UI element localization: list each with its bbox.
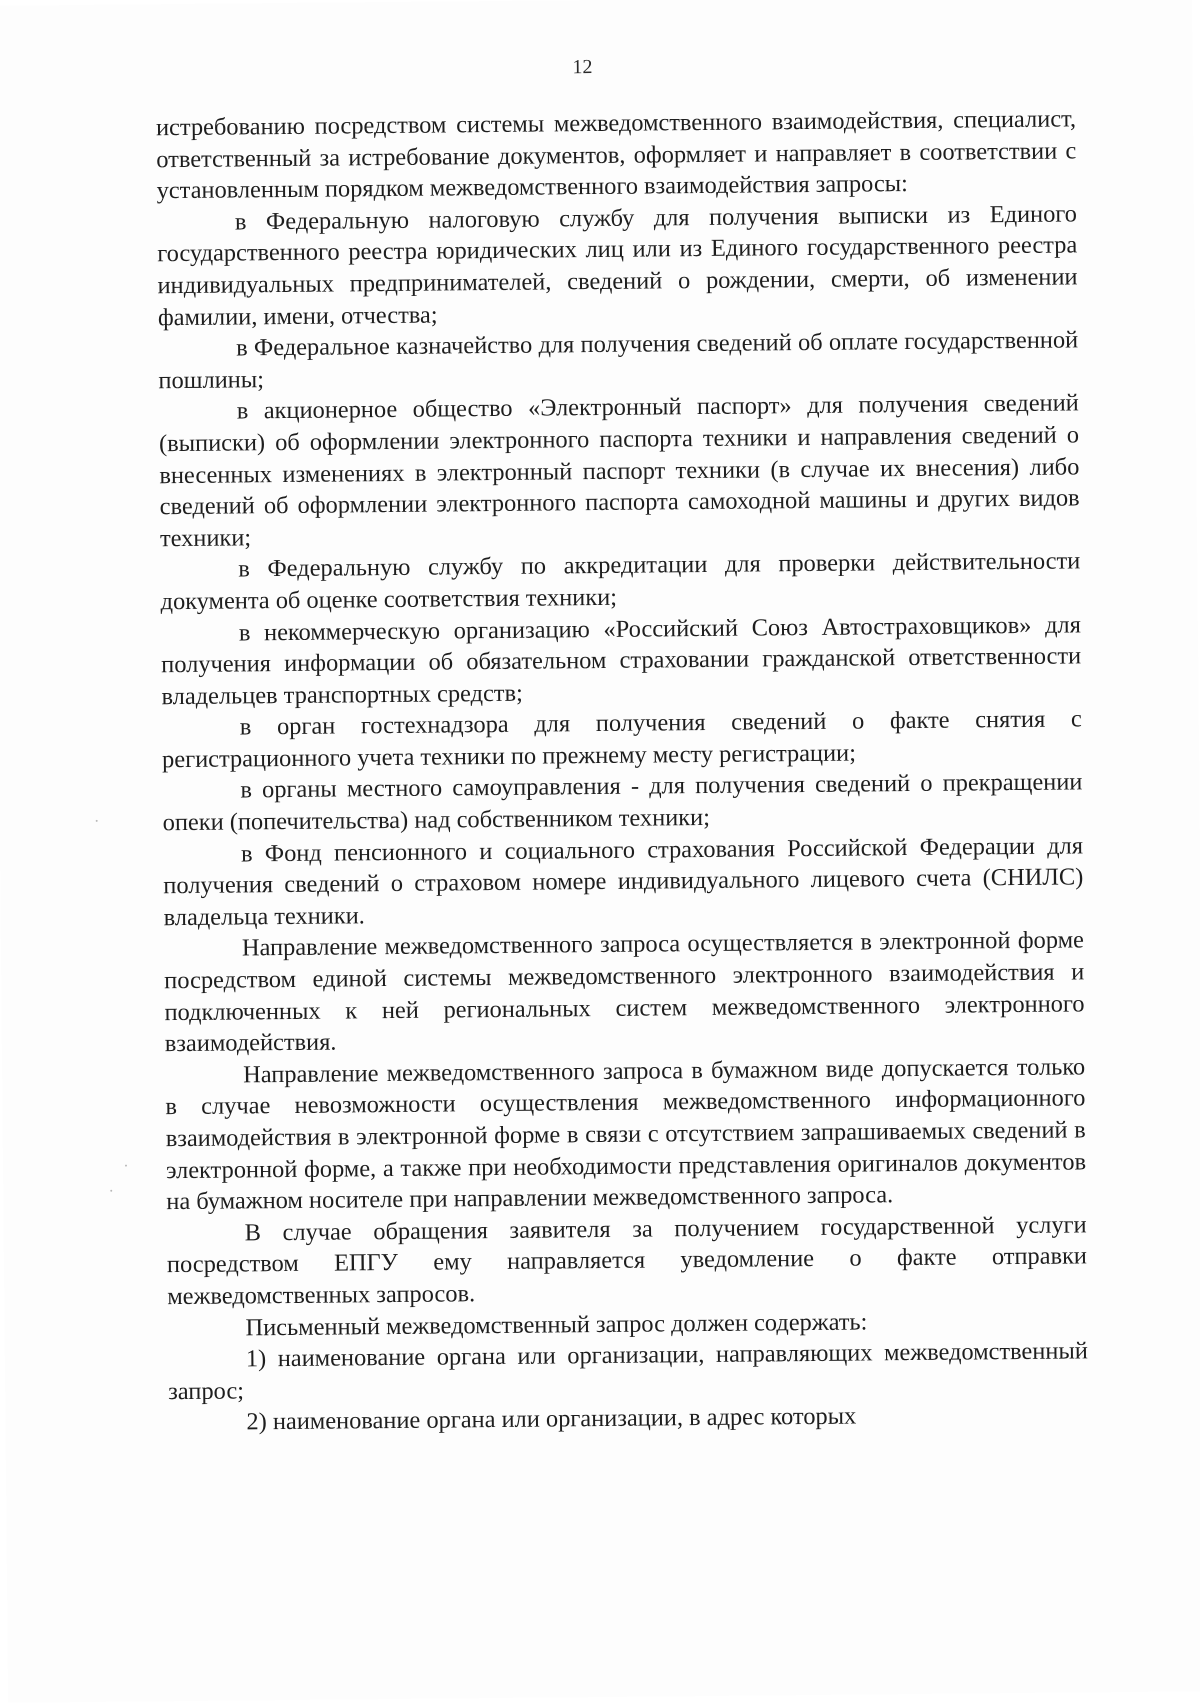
scan-speck bbox=[96, 820, 98, 822]
list-item-2: 2) наименование органа или организации, в адрес которых bbox=[246, 1402, 857, 1436]
document-body bbox=[156, 103, 1089, 1439]
list-item-1: 1) наименование органа или организации, направляющих межведомственный запрос; bbox=[168, 1337, 1088, 1405]
paragraph-treasury-request: в Федеральное казначейство для получения сведений об оплате государственной пошлины; bbox=[158, 326, 1079, 394]
paragraph-request-contents: Письменный межведомственный запрос должен содержать: bbox=[245, 1308, 868, 1341]
paragraph-fns-request: в Федеральную налоговую службу для получения выписки из Единого государственного реестра юридических лиц или из Единого государственного реестра индивидуальных предпринимателей, сведений о рождении, смерти, об изменении фамилии, имени, отчества; bbox=[157, 200, 1078, 331]
paragraph-continuation: истребованию посредством системы межведомственного взаимодействия, специалист, ответственный за истребование документов, оформляет и направляет в соответствии с установленным порядком межведомственного взаимодействия запросы: bbox=[155, 105, 1077, 205]
paragraph-local-government-request: в органы местного самоуправления - для получения сведений о прекращении опеки (попечительства) над собственником техники; bbox=[162, 768, 1083, 837]
paragraph-gostekhnadzor-request: в орган гостехнадзора для получения сведений о факте снятия с регистрационного учета техники по прежнему месту регистрации; bbox=[161, 705, 1082, 774]
page-number: 12 bbox=[572, 56, 593, 79]
paragraph-electronic-form: Направление межведомственного запроса осуществляется в электронной форме посредством единой системы межведомственного электронного взаимодействия и подключенных к ней региональных систем межведомственного электронного взаимодействия. bbox=[164, 926, 1085, 1058]
paragraph-epassport-request: в акционерное общество «Электронный паспорт» для получения сведений (выписки) об оформлении электронного паспорта техники и направления сведений о внесенных изменениях в электронный паспорт техники (в случае их внесения) либо сведений об оформлении электронного паспорта самоходной машины и других видов техники; bbox=[158, 389, 1080, 552]
scan-speck bbox=[110, 1190, 112, 1192]
scan-speck bbox=[125, 1165, 127, 1167]
paragraph-accreditation-request: в Федеральную службу по аккредитации для проверки действительности документа об оценке соответствия техники; bbox=[160, 547, 1081, 616]
paragraph-paper-form: Направление межведомственного запроса в бумажном виде допускается только в случае невозможности осуществления межведомственного информационного взаимодействия в электронной форме в связи с отсутствием запрашиваемых сведений в электронной форме, а также при необходимости представления оригиналов документов на бумажном носителе при направлении межведомственного запроса. bbox=[165, 1053, 1087, 1216]
paragraph-rsa-request: в некоммерческую организацию «Российский Союз Автостраховщиков» для получения информации об обязательном страховании гражданской ответственности владельцев транспортных средств; bbox=[161, 610, 1082, 710]
paragraph-epgu-notification: В случае обращения заявителя за получением государственной услуги посредством ЕПГУ ему направляется уведомление о факте отправки межведомственных запросов. bbox=[166, 1211, 1088, 1311]
paragraph-pension-fund-request: в Фонд пенсионного и социального страхования Российской Федерации для получения сведений о страховом номере индивидуального лицевого счета (СНИЛС) владельца техники. bbox=[163, 832, 1084, 932]
